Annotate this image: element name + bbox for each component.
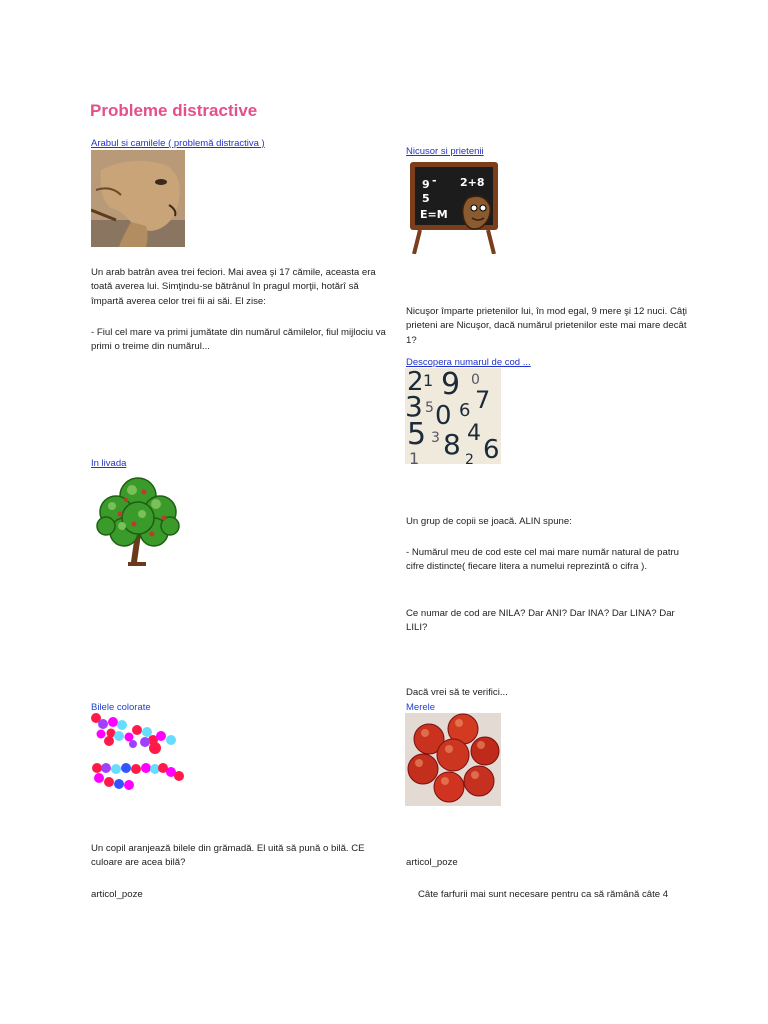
link-arabul-si-camilele[interactable]: Arabul si camilele ( problemă distractiva )	[91, 138, 265, 149]
articol-poze-left: articol_poze	[91, 889, 143, 900]
svg-text:E=M: E=M	[420, 208, 448, 221]
svg-text:-: -	[432, 174, 437, 187]
link-bilele-colorate[interactable]: Bilele colorate	[91, 702, 151, 713]
svg-text:0: 0	[471, 372, 480, 388]
merele-paragraph: Câte farfurii mai sunt necesare pentru ca să rămână câte 4	[418, 889, 669, 900]
svg-text:9: 9	[422, 178, 430, 191]
numbers-image	[405, 368, 501, 464]
link-in-livada[interactable]: In livada	[91, 458, 127, 469]
cod-paragraph-4: Dacă vrei să te verifici...	[406, 687, 508, 698]
svg-text:4: 4	[467, 421, 481, 446]
link-descopera-numarul-de-cod[interactable]: Descopera numarul de cod ...	[406, 357, 531, 368]
link-merele[interactable]: Merele	[406, 702, 436, 713]
svg-text:1: 1	[409, 449, 420, 464]
svg-text:7: 7	[475, 386, 491, 414]
svg-text:3: 3	[405, 390, 423, 423]
cod-paragraph-2: - Numărul meu de cod este cel mai mare număr natural de patru cifre distincte( fiecare litera a numelui reprezintă o cifra ).	[406, 547, 680, 573]
arab-paragraph-1: Un arab batrân avea trei feciori. Mai avea şi 17 cămile, aceasta era toată averea lui. Simţindu-se bătrânul în pragul morţii, hotărî să împartă averea celor trei fii ai săi. El zise:	[91, 267, 376, 307]
svg-text:6: 6	[459, 400, 471, 421]
tree-icon	[94, 474, 182, 566]
svg-text:8: 8	[443, 428, 461, 461]
page-title: Probleme distractive	[90, 101, 258, 120]
svg-text:2: 2	[407, 368, 424, 397]
svg-text:5: 5	[407, 417, 427, 452]
articol-poze-right: articol_poze	[406, 857, 458, 868]
svg-text:2+8: 2+8	[460, 176, 485, 189]
svg-text:1: 1	[423, 371, 434, 390]
svg-text:2: 2	[465, 452, 474, 464]
camel-photo	[91, 150, 185, 247]
svg-text:9: 9	[441, 368, 461, 402]
svg-text:5: 5	[425, 400, 434, 416]
nicusor-paragraph: Nicuşor împarte prietenilor lui, în mod egal, 9 mere şi 12 nuci. Câţi prieteni are Nicuşor, dacă numărul prietenilor este mai mare decât 1?	[406, 306, 688, 346]
cod-paragraph-3: Ce numar de cod are NILA? Dar ANI? Dar INA? Dar LINA? Dar LILI?	[406, 608, 675, 634]
cod-paragraph-1: Un grup de copii se joacă. ALIN spune:	[406, 516, 572, 527]
apples-photo	[405, 713, 501, 806]
svg-text:3: 3	[431, 430, 440, 446]
beads-image	[89, 712, 187, 794]
bilele-paragraph: Un copil aranjează bilele din grămadă. El uită să pună o bilă. CE culoare are acea bilă?	[91, 843, 365, 869]
arab-paragraph-2: - Fiul cel mare va primi jumătate din numărul cămilelor, fiul mijlociu va primi o treime din numărul...	[91, 327, 386, 353]
blackboard-icon	[406, 158, 502, 254]
svg-text:6: 6	[483, 435, 500, 464]
svg-text:5: 5	[422, 192, 430, 205]
svg-text:0: 0	[435, 401, 452, 431]
link-nicusor-si-prietenii[interactable]: Nicusor si prietenii	[406, 146, 484, 157]
